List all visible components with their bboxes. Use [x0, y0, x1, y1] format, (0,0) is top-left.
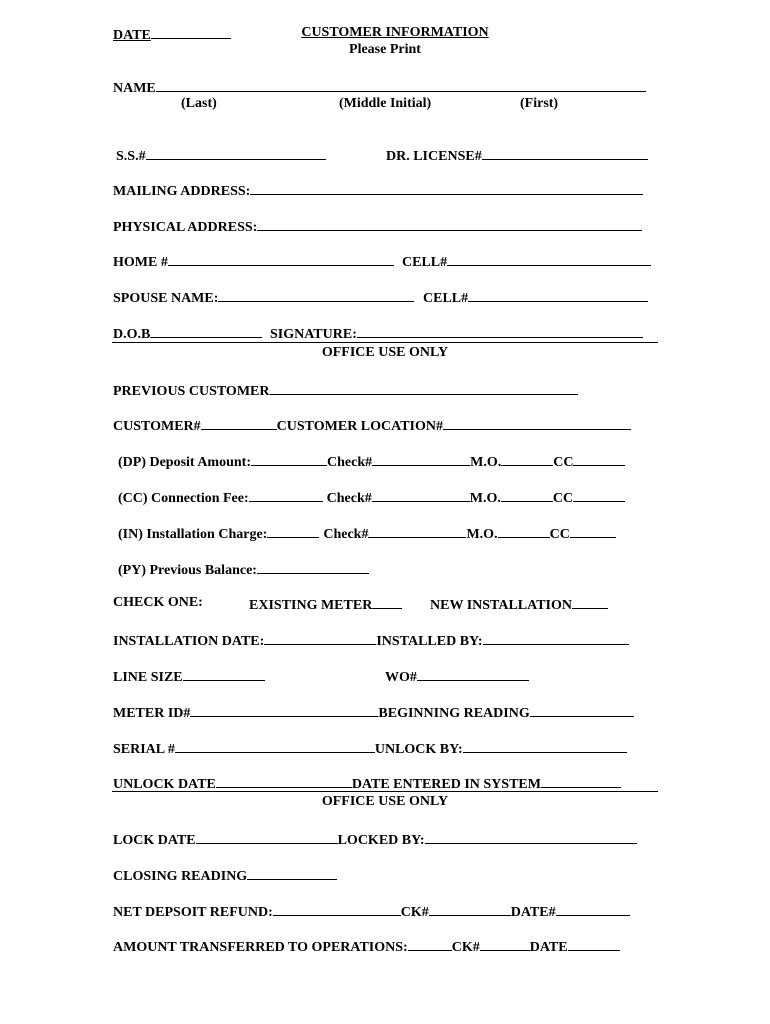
name-sublabel-middle: (Middle Initial) [339, 96, 432, 111]
amount-transferred-label: AMOUNT TRANSFERRED TO OPERATIONS: [113, 940, 408, 955]
name-field[interactable] [113, 78, 646, 97]
closing-reading-label: CLOSING READING [113, 869, 248, 884]
wo-label: WO# [385, 670, 417, 685]
refund-date-label: DATE# [510, 905, 556, 920]
installation-charge-label: (IN) Installation Charge: [118, 527, 268, 542]
home-phone-label: HOME # [113, 255, 168, 270]
section-divider-1 [112, 342, 658, 343]
amount-transferred-row[interactable] [113, 937, 620, 956]
installation-check-label: Check# [323, 527, 369, 542]
mailing-address-field[interactable] [113, 181, 643, 200]
name-label: NAME [113, 81, 156, 96]
customer-number-field[interactable] [113, 416, 631, 435]
section-divider-2 [112, 791, 658, 792]
lock-date-row[interactable] [113, 830, 637, 849]
physical-address-label: PHYSICAL ADDRESS: [113, 220, 258, 235]
previous-balance-label: (PY) Previous Balance: [118, 563, 257, 578]
new-installation-option[interactable] [430, 595, 608, 614]
refund-ck-label: CK# [400, 905, 429, 920]
spouse-name-label: SPOUSE NAME: [113, 291, 219, 306]
cell-phone-label: CELL# [402, 255, 448, 270]
dr-license-label: DR. LICENSE# [386, 149, 482, 164]
meter-id-label: METER ID# [113, 706, 191, 721]
transfer-ck-label: CK# [451, 940, 480, 955]
installation-mo-label: M.O. [466, 527, 498, 542]
name-sublabel-first: (First) [520, 96, 559, 111]
spouse-cell-label: CELL# [423, 291, 469, 306]
transfer-date-label: DATE [529, 940, 568, 955]
date-field[interactable] [113, 25, 231, 44]
installation-charge-row[interactable] [118, 524, 616, 543]
deposit-check-label: Check# [327, 455, 373, 470]
deposit-amount-label: (DP) Deposit Amount: [118, 455, 251, 470]
ss-field[interactable] [116, 146, 326, 165]
form-title-text: CUSTOMER INFORMATION [301, 25, 489, 40]
deposit-amount-row[interactable] [118, 452, 625, 471]
dr-license-field[interactable] [386, 146, 648, 165]
previous-customer-label: PREVIOUS CUSTOMER [113, 384, 270, 399]
date-entered-label: DATE ENTERED IN SYSTEM [351, 777, 541, 792]
unlock-date-label: UNLOCK DATE [113, 777, 216, 792]
serial-label: SERIAL # [113, 742, 175, 757]
connection-check-label: Check# [326, 491, 372, 506]
net-deposit-refund-label: NET DEPSOIT REFUND: [113, 905, 273, 920]
unlock-by-label: UNLOCK BY: [374, 742, 463, 757]
signature-label: SIGNATURE: [270, 327, 357, 342]
cell-phone-field[interactable] [402, 252, 651, 271]
serial-row[interactable] [113, 739, 627, 758]
dob-label: D.O.B [113, 327, 151, 342]
existing-meter-label: EXISTING METER [249, 598, 373, 613]
spouse-name-field[interactable] [113, 288, 414, 307]
home-phone-field[interactable] [113, 252, 394, 271]
form-subtitle: Please Print [349, 42, 421, 57]
check-one-label: CHECK ONE: [113, 595, 203, 610]
deposit-cc-label: CC [553, 455, 574, 470]
installation-date-row[interactable] [113, 631, 629, 650]
new-installation-label: NEW INSTALLATION [430, 598, 572, 613]
office-use-heading-1: OFFICE USE ONLY [321, 345, 449, 360]
customer-number-label: CUSTOMER# [113, 419, 201, 434]
name-sublabel-last: (Last) [181, 96, 217, 111]
previous-balance-row[interactable] [118, 560, 369, 579]
closing-reading-field[interactable] [113, 866, 337, 885]
date-label: DATE [113, 28, 151, 43]
net-deposit-refund-row[interactable] [113, 902, 630, 921]
connection-fee-row[interactable] [118, 488, 625, 507]
mailing-address-label: MAILING ADDRESS: [113, 184, 251, 199]
wo-field[interactable] [385, 667, 529, 686]
installation-cc-label: CC [549, 527, 570, 542]
form-title [280, 25, 510, 41]
beginning-reading-label: BEGINNING READING [378, 706, 530, 721]
spouse-cell-field[interactable] [423, 288, 648, 307]
connection-mo-label: M.O. [469, 491, 501, 506]
lock-date-label: LOCK DATE [113, 833, 196, 848]
dob-field[interactable] [113, 324, 262, 343]
installation-date-label: INSTALLATION DATE: [113, 634, 265, 649]
office-use-heading-2: OFFICE USE ONLY [321, 794, 449, 809]
deposit-mo-label: M.O. [470, 455, 502, 470]
ss-label: S.S.# [116, 149, 146, 164]
installed-by-label: INSTALLED BY: [376, 634, 483, 649]
connection-cc-label: CC [552, 491, 574, 506]
line-size-label: LINE SIZE [113, 670, 183, 685]
meter-id-row[interactable] [113, 703, 634, 722]
existing-meter-option[interactable] [249, 595, 402, 614]
previous-customer-field[interactable] [113, 381, 578, 400]
physical-address-field[interactable] [113, 217, 642, 236]
line-size-field[interactable] [113, 667, 265, 686]
customer-location-label: CUSTOMER LOCATION# [276, 419, 443, 434]
signature-field[interactable] [270, 324, 643, 343]
connection-fee-label: (CC) Connection Fee: [118, 491, 249, 506]
locked-by-label: LOCKED BY: [337, 833, 425, 848]
